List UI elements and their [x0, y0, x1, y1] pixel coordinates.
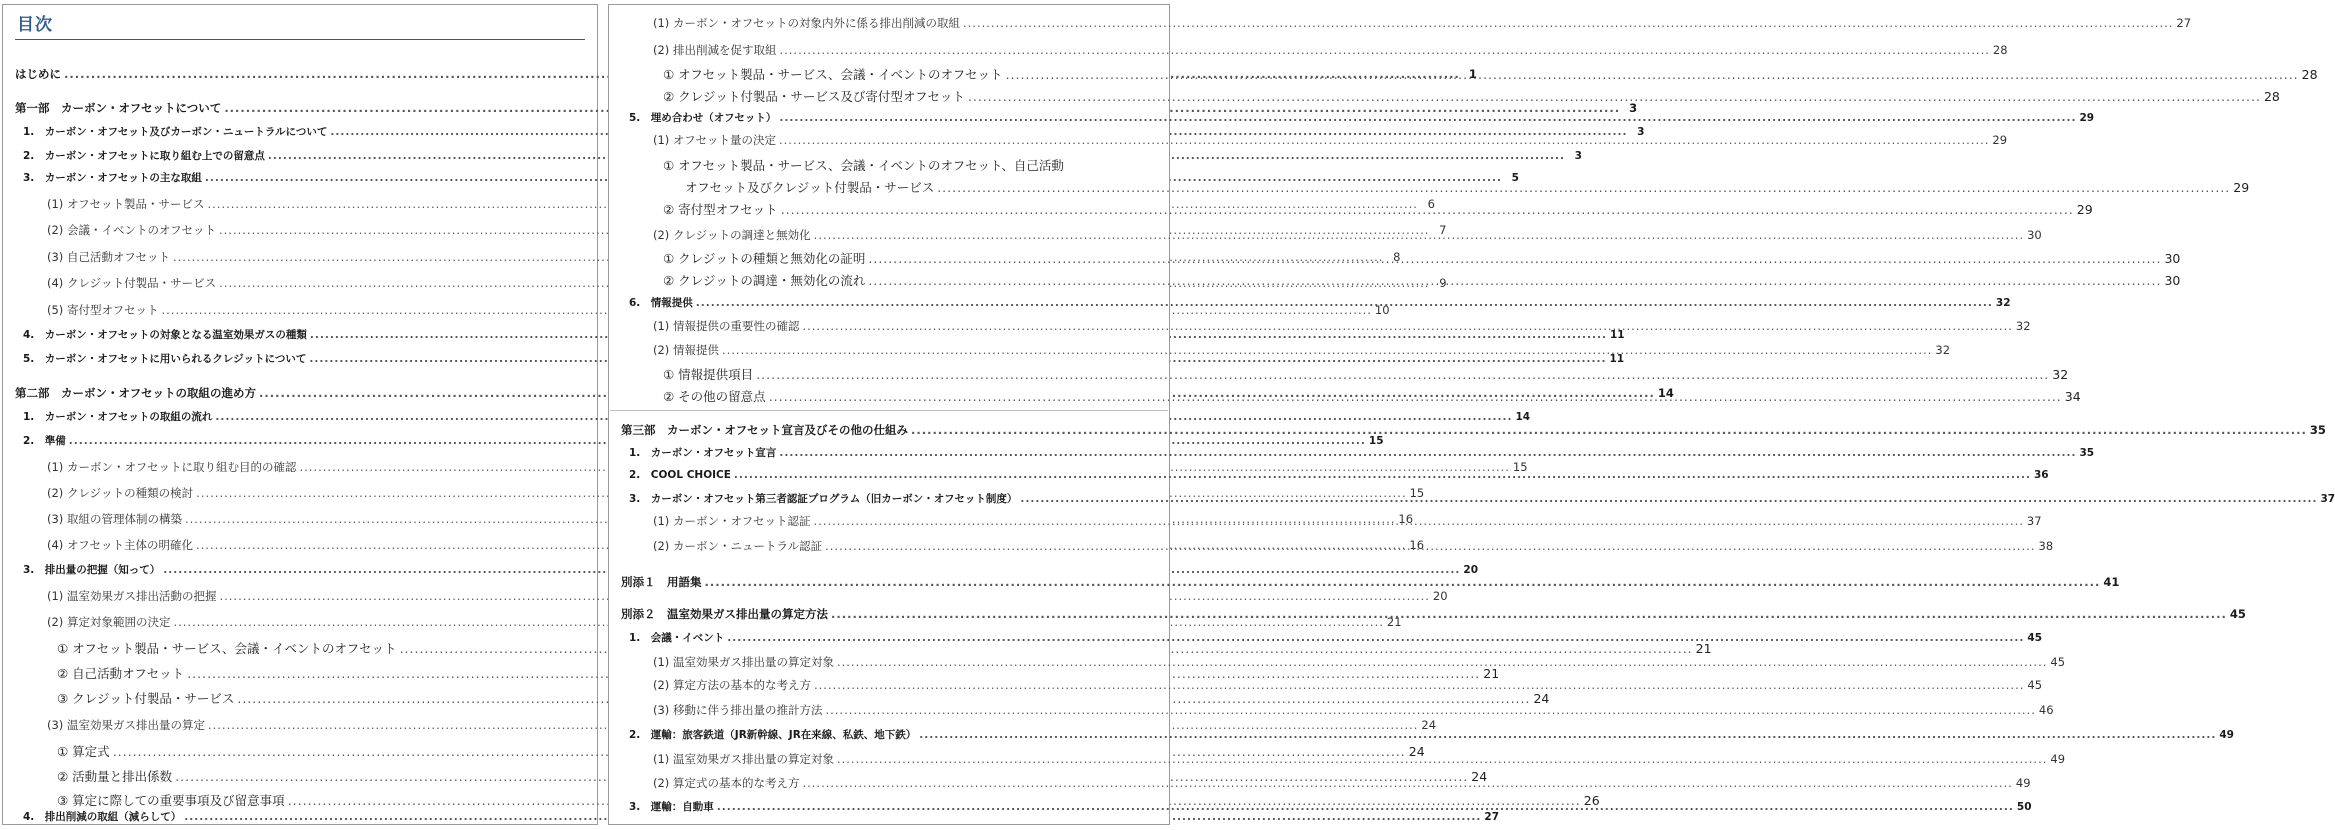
toc-entry-page: 32: [2052, 367, 2069, 382]
toc-entry-page: 45: [2050, 655, 2066, 669]
toc-entry-page: 9: [1439, 276, 1447, 290]
toc-entry-label: (2) 情報提供: [653, 343, 719, 357]
dot-leader: [779, 133, 1989, 148]
toc-entry-label: ① オフセット製品・サービス、会議・イベントのオフセット、自己活動: [663, 158, 1064, 173]
toc-entry-page: 29: [2079, 112, 2095, 124]
toc-entry-page: 32: [1935, 343, 1951, 357]
toc-entry-label: (2) クレジットの種類の検討: [47, 486, 194, 500]
toc-entry-page: 24: [1471, 769, 1488, 784]
toc-entry-label: (2) 会議・イベントのオフセット: [47, 223, 216, 237]
toc-entry-page: 29: [1992, 133, 2008, 147]
toc-entry-page: 32: [2015, 319, 2031, 333]
toc-entry[interactable]: [57, 641, 1712, 656]
toc-entry-label: 6. 情報提供: [629, 297, 693, 309]
toc-entry[interactable]: [653, 228, 2042, 243]
toc-entry-label: 2. 運輸：旅客鉄道（JR新幹線、JR在来線、私鉄、地下鉄）: [629, 729, 917, 741]
toc-entry[interactable]: [47, 589, 1448, 604]
toc-entry-label: オフセット及びクレジット付製品・サービス: [685, 180, 935, 195]
toc-entry[interactable]: [663, 273, 2181, 288]
toc-entry[interactable]: [663, 67, 2318, 82]
toc-entry-page: 50: [2016, 801, 2032, 813]
toc-entry-page: 46: [2038, 703, 2054, 717]
toc-entry-label: (1) 温室効果ガス排出量の算定対象: [653, 752, 834, 766]
toc-entry[interactable]: [23, 810, 1500, 825]
toc-entry-label: 3. カーボン・オフセット第三者認証プログラム（旧カーボン・オフセット制度）: [629, 493, 1018, 505]
toc-entry-label: (1) カーボン・オフセットの対象内外に係る排出削減の取組: [653, 16, 960, 30]
toc-entry-page: 3: [1574, 150, 1582, 162]
dot-leader: [825, 539, 2035, 554]
toc-entry-label: 2. カーボン・オフセットに取り組む上での留意点: [23, 150, 265, 162]
dot-leader: [1020, 492, 2317, 507]
toc-entry-label: ③ クレジット付製品・サービス: [57, 691, 235, 706]
toc-entry-label: ② クレジットの調達・無効化の流れ: [663, 273, 866, 288]
toc-entry-page: 20: [1463, 564, 1479, 576]
toc-entry-label: ① 算定式: [57, 744, 110, 759]
dot-leader: [781, 202, 2074, 217]
toc-entry[interactable]: [23, 171, 1519, 186]
toc-entry-page: 11: [1609, 329, 1625, 341]
toc-entry[interactable]: [663, 367, 2069, 382]
toc-entry-label: (2) 算定対象範囲の決定: [47, 615, 171, 629]
toc-entry-page: 3: [1637, 126, 1645, 138]
toc-entry-label: 第一部 カーボン・オフセットについて: [15, 101, 222, 115]
toc-entry[interactable]: [653, 703, 2054, 718]
dot-leader: [968, 89, 2261, 104]
toc-entry-page: 5: [1511, 172, 1519, 184]
dot-leader: [779, 43, 1989, 58]
toc-entry-page: 10: [1374, 303, 1390, 317]
toc-entry[interactable]: [653, 133, 2008, 148]
toc-entry-label: (1) 温室効果ガス排出量の算定対象: [653, 655, 834, 669]
toc-entry-label: 1. カーボン・オフセット宣言: [629, 447, 777, 459]
dot-leader: [837, 655, 2047, 670]
toc-entry-page: 14: [1515, 411, 1531, 423]
dot-leader: [727, 631, 2024, 646]
toc-entry-page: 35: [2079, 447, 2095, 459]
toc-entry-page: 3: [1629, 101, 1638, 115]
section-divider: [610, 410, 1168, 411]
dot-leader: [911, 423, 2307, 438]
toc-entry-page: 27: [1484, 811, 1500, 823]
toc-entry-label: 3. カーボン・オフセットの主な取組: [23, 172, 202, 184]
dot-leader: [963, 16, 2173, 31]
toc-entry-page: 6: [1427, 197, 1435, 211]
toc-entry-label: ② 自己活動オフセット: [57, 666, 185, 681]
dot-leader: [868, 251, 2161, 266]
toc-entry-page: 34: [2064, 389, 2081, 404]
toc-entry-label: ② その他の留意点: [663, 389, 766, 404]
toc-entry[interactable]: [653, 655, 2066, 670]
toc-entry-label: (2) 算定式の基本的な考え方: [653, 776, 800, 790]
toc-entry[interactable]: [23, 352, 1625, 367]
toc-entry-label: 1. カーボン・オフセット及びカーボン・ニュートラルについて: [23, 126, 328, 138]
toc-entry-label: はじめに: [15, 67, 61, 81]
toc-entry-label: ① クレジットの種類と無効化の証明: [663, 251, 866, 266]
dot-leader: [734, 468, 2031, 483]
toc-entry-page: 15: [1409, 486, 1425, 500]
toc-entry-label: 5. 埋め合わせ（オフセット）: [629, 112, 777, 124]
toc-entry-label: 別添２ 温室効果ガス排出量の算定方法: [621, 607, 828, 621]
toc-entry-page: 41: [2103, 575, 2120, 589]
dot-leader: [1006, 67, 2299, 82]
toc-entry-page: 21: [1695, 641, 1712, 656]
toc-entry-label: 1. カーボン・オフセットの取組の流れ: [23, 411, 213, 423]
toc-title: 目次: [17, 15, 53, 35]
toc-entry-label: 1. 会議・イベント: [629, 632, 725, 644]
toc-entry-label: 3. 運輸：自動車: [629, 801, 714, 813]
toc-entry-label: (1) 温室効果ガス排出活動の把握: [47, 589, 217, 603]
toc-entry-label: (1) オフセット量の決定: [653, 133, 776, 147]
toc-entry[interactable]: [653, 16, 2192, 31]
toc-entry-page: 49: [2050, 752, 2066, 766]
toc-entry-page: 28: [2263, 89, 2280, 104]
toc-entry-page: 24: [1408, 744, 1425, 759]
toc-entry-label: (1) オフセット製品・サービス: [47, 197, 205, 211]
toc-entry-label: (2) 算定方法の基本的な考え方: [653, 678, 811, 692]
toc-entry-page: 28: [1992, 43, 2008, 57]
toc-entry[interactable]: [653, 752, 2066, 767]
dot-leader: [769, 389, 2062, 404]
dot-leader: [825, 703, 2035, 718]
toc-entry-label: ③ 算定に際しての重要事項及び留意事項: [57, 793, 285, 808]
toc-entry-page: 21: [1386, 615, 1402, 629]
dot-leader: [722, 343, 1932, 358]
toc-entry-label: (3) 温室効果ガス排出量の算定: [47, 718, 205, 732]
toc-entry-label: (5) 寄付型オフセット: [47, 303, 159, 317]
toc-entry[interactable]: [663, 202, 2093, 217]
toc-entry-page: 15: [1368, 435, 1384, 447]
toc-entry-page: 35: [2309, 423, 2326, 437]
toc-entry-page: 30: [2164, 273, 2181, 288]
toc-entry[interactable]: [15, 101, 1638, 116]
toc-entry-page: 29: [2076, 202, 2093, 217]
toc-entry-label: 2. COOL CHOICE: [629, 469, 731, 481]
toc-entry[interactable]: [629, 111, 2095, 126]
toc-entry-page: 24: [1421, 718, 1437, 732]
toc-entry-label: 5. カーボン・オフセットに用いられるクレジットについて: [23, 353, 307, 365]
toc-entry[interactable]: [653, 343, 1951, 358]
toc-entry-label: (1) カーボン・オフセット認証: [653, 514, 811, 528]
dot-leader: [717, 800, 2014, 815]
toc-entry-label: ② クレジット付製品・サービス及び寄付型オフセット: [663, 89, 965, 104]
dot-leader: [696, 296, 1993, 311]
toc-entry-label: 2. 準備: [23, 435, 66, 447]
toc-entry-label: (2) 排出削減を促す取組: [653, 43, 777, 57]
dot-leader: [868, 273, 2161, 288]
dot-leader: [919, 728, 2216, 743]
dot-leader: [779, 446, 2076, 461]
toc-entry[interactable]: [23, 410, 1531, 425]
toc-entry-label: (2) カーボン・ニュートラル認証: [653, 539, 823, 553]
toc-entry-page: 49: [2219, 729, 2234, 741]
dot-leader: [756, 367, 2049, 382]
toc-entry-label: ① オフセット製品・サービス、会議・イベントのオフセット: [57, 641, 397, 656]
toc-entry-label: (3) 取組の管理体制の構築: [47, 512, 182, 526]
toc-entry-label: ② 活動量と排出係数: [57, 769, 173, 784]
toc-entry[interactable]: [663, 89, 2280, 104]
toc-entry-label: 3. 排出量の把握（知って）: [23, 564, 161, 576]
toc-entry-label: (2) クレジットの調達と無効化: [653, 228, 811, 242]
toc-entry-page: 26: [1583, 793, 1600, 808]
dot-leader: [779, 111, 2076, 126]
toc-entry-page: 20: [1432, 589, 1448, 603]
toc-entry-page: 16: [1409, 538, 1425, 552]
toc-entry-label: 4. 排出削減の取組（減らして）: [23, 811, 182, 823]
toc-entry-page: 16: [1398, 512, 1414, 526]
toc-entry-label: 4. カーボン・オフセットの対象となる温室効果ガスの種類: [23, 329, 307, 341]
toc-entry-page: 37: [2026, 514, 2042, 528]
toc-entry-label: 別添１ 用語集: [621, 575, 702, 589]
dot-leader: [813, 514, 2023, 529]
toc-entry-label: (3) 移動に伴う排出量の推計方法: [653, 703, 823, 717]
toc-entry-page: 27: [2176, 16, 2192, 30]
toc-entry-label: ① 情報提供項目: [663, 367, 754, 382]
toc-entry-page: 37: [2320, 493, 2335, 505]
toc-entry[interactable]: [23, 149, 1582, 164]
toc-entry[interactable]: [629, 468, 2049, 483]
toc-entry[interactable]: [653, 43, 2008, 58]
dot-leader: [802, 319, 2012, 334]
dot-leader: [814, 228, 2024, 243]
toc-entry[interactable]: [663, 251, 2181, 266]
dot-leader: [802, 776, 2012, 791]
toc-entry[interactable]: [629, 728, 2234, 743]
toc-entry-label: (1) 情報提供の重要性の確認: [653, 319, 800, 333]
toc-entry[interactable]: [685, 180, 2250, 195]
toc-entry-page: 30: [2027, 228, 2042, 242]
toc-entry-page: 28: [2301, 67, 2318, 82]
toc-entry-label: (4) オフセット主体の明確化: [47, 538, 193, 552]
toc-entry[interactable]: [23, 563, 1479, 578]
toc-entry-page: 38: [2038, 539, 2054, 553]
title-divider: [15, 39, 585, 40]
toc-entry[interactable]: [653, 319, 2031, 334]
toc-entry-page: 1: [1468, 67, 1477, 81]
toc-entry-page: 49: [2015, 776, 2031, 790]
toc-entry[interactable]: [621, 423, 2326, 438]
toc-entry-page: 21: [1483, 666, 1500, 681]
toc-entry[interactable]: [57, 666, 1500, 681]
toc-entry[interactable]: [47, 615, 1402, 630]
toc-entry[interactable]: [47, 718, 1437, 733]
toc-entry-label: (1) カーボン・オフセットに取り組む目的の確認: [47, 460, 297, 474]
toc-entry-page: 30: [2164, 251, 2181, 266]
toc-entry-label: 第二部 カーボン・オフセットの取組の進め方: [15, 386, 257, 400]
toc-entry-label: 第三部 カーボン・オフセット宣言及びその他の仕組み: [621, 423, 909, 437]
toc-entry-label: (3) 自己活動オフセット: [47, 250, 170, 264]
toc-entry-page: 36: [2034, 469, 2049, 481]
toc-entry[interactable]: [629, 446, 2095, 461]
dot-leader: [937, 180, 2230, 195]
toc-entry-page: 45: [2027, 632, 2043, 644]
toc-entry-page: 15: [1512, 460, 1528, 474]
toc-entry[interactable]: [653, 678, 2043, 693]
toc-entry[interactable]: [23, 434, 1384, 449]
toc-entry-page: 32: [1995, 297, 2011, 309]
toc-entry[interactable]: [23, 328, 1625, 343]
toc-entry-page: 29: [2233, 180, 2250, 195]
toc-entry-page: 14: [1657, 386, 1674, 400]
toc-entry-label: ② 寄付型オフセット: [663, 202, 778, 217]
toc-entry[interactable]: [57, 691, 1550, 706]
toc-entry[interactable]: [629, 631, 2043, 646]
dot-leader: [814, 678, 2024, 693]
dot-leader: [837, 752, 2047, 767]
dot-leader: [705, 575, 2101, 590]
toc-entry-label: (4) クレジット付製品・サービス: [47, 276, 217, 290]
toc-entry-label: ① オフセット製品・サービス、会議・イベントのオフセット: [663, 67, 1003, 82]
toc-entry-page: 7: [1439, 223, 1447, 237]
toc-entry-page: 8: [1393, 250, 1401, 264]
toc-entry[interactable]: [621, 575, 2120, 590]
toc-entry-page: 24: [1533, 691, 1550, 706]
toc-entry-page: 45: [2027, 678, 2043, 692]
toc-entry-page: 45: [2229, 607, 2246, 621]
toc-entry[interactable]: [663, 158, 1157, 173]
toc-entry-page: 11: [1609, 353, 1625, 365]
dot-leader: [831, 607, 2227, 622]
